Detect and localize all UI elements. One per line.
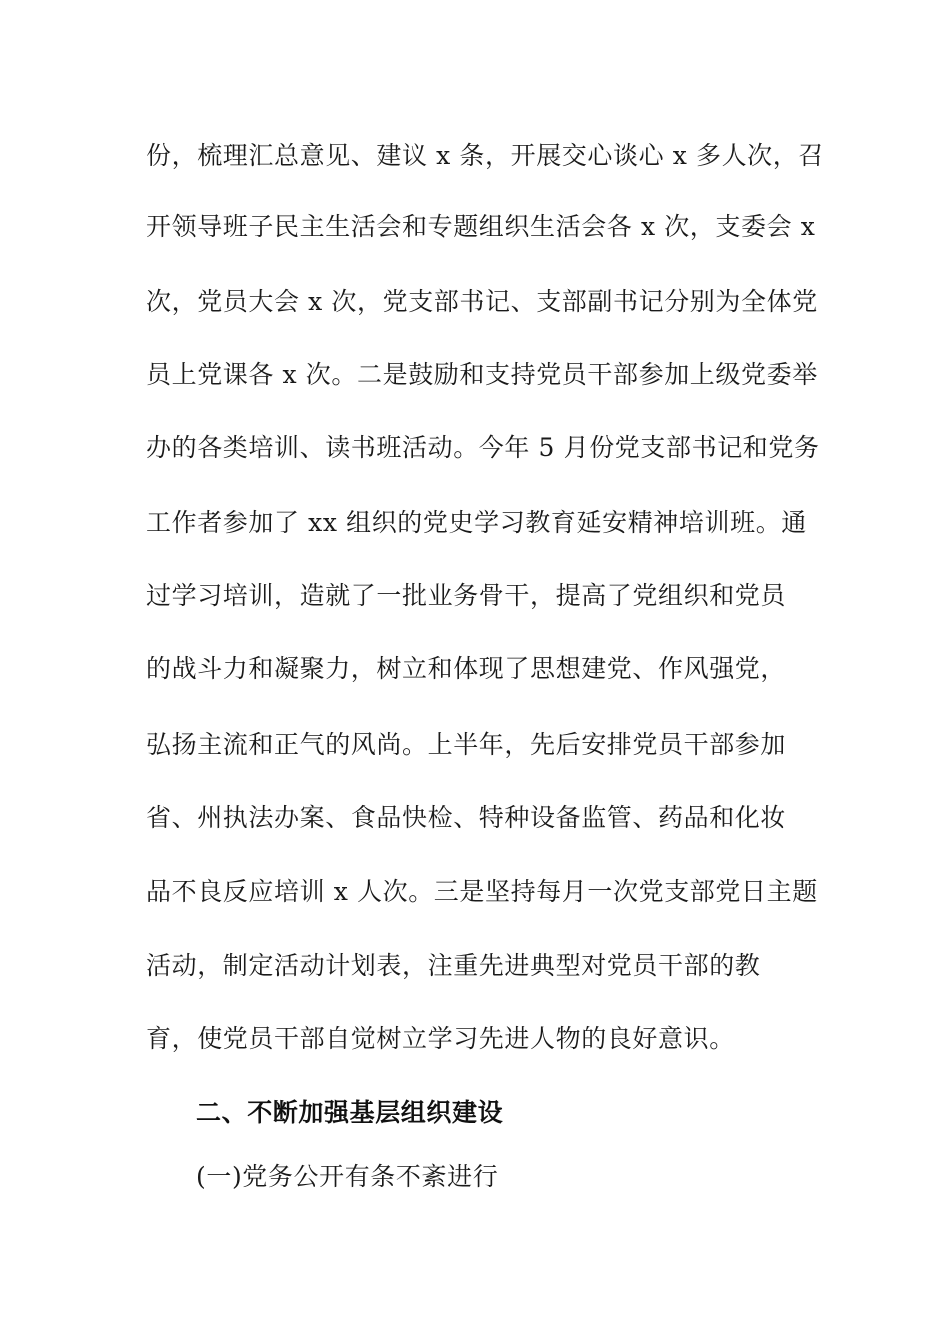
paragraph-line-11: 品不良反应培训 x 人次。三是坚持每月一次党支部党日主题 [146,877,818,906]
paragraph-line-7: 过学习培训，造就了一批业务骨干，提高了党组织和党员 [146,581,787,610]
paragraph-line-13: 育，使党员干部自觉树立学习先进人物的良好意识。 [146,1024,735,1053]
paragraph-line-2: 开领导班子民主生活会和专题组织生活会各 x 次，支委会 x [146,212,816,241]
paragraph-line-10: 省、州执法办案、食品快检、特种设备监管、药品和化妆 [146,803,787,832]
paragraph-line-1: 份，梳理汇总意见、建议 x 条，开展交心谈心 x 多人次，召 [146,141,824,170]
paragraph-line-9: 弘扬主流和正气的风尚。上半年，先后安排党员干部参加 [146,730,787,759]
subsection-heading: (一)党务公开有条不紊进行 [196,1162,499,1191]
paragraph-line-6: 工作者参加了 xx 组织的党史学习教育延安精神培训班。通 [146,508,807,537]
paragraph-line-3: 次，党员大会 x 次，党支部书记、支部副书记分别为全体党 [146,287,818,316]
paragraph-line-4: 员上党课各 x 次。二是鼓励和支持党员干部参加上级党委举 [146,360,818,389]
paragraph-line-8: 的战斗力和凝聚力，树立和体现了思想建党、作风强党， [146,654,787,683]
paragraph-line-5: 办的各类培训、读书班活动。今年 5 月份党支部书记和党务 [146,433,820,462]
section-heading: 二、不断加强基层组织建设 [196,1098,504,1127]
paragraph-line-12: 活动，制定活动计划表，注重先进典型对党员干部的教 [146,951,761,980]
